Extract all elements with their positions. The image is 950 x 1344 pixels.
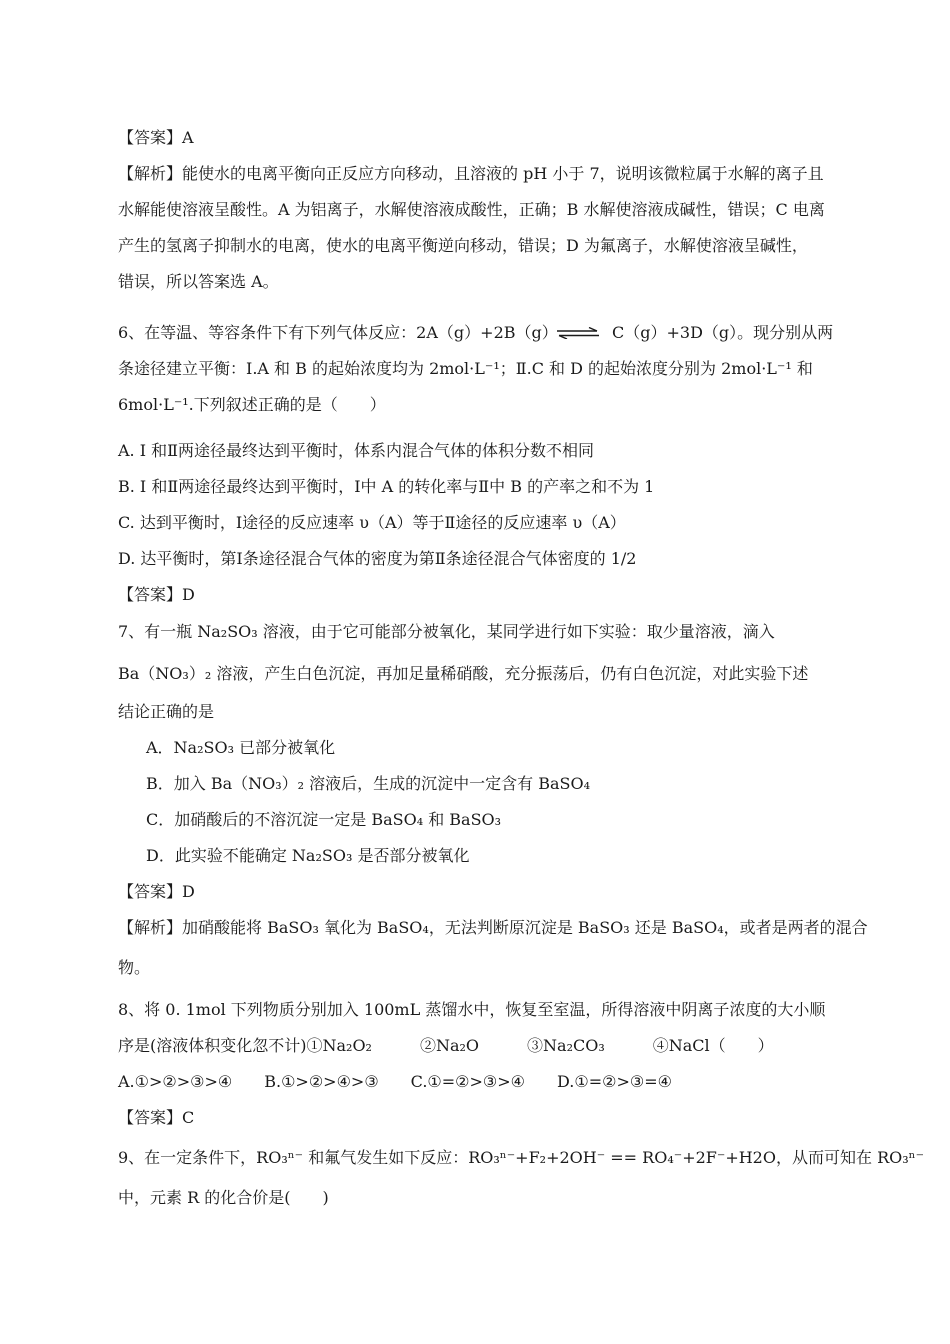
- option-b: B. Ⅰ 和Ⅱ两途径最终达到平衡时，Ⅰ中 A 的转化率与Ⅱ中 B 的产率之和不为 1: [118, 477, 655, 496]
- question-6-stem-cont: C（g）+3D（g）。现分别从两: [612, 323, 834, 342]
- analysis-line: 水解能使溶液呈酸性。A 为铝离子，水解使溶液成酸性，正确；B 水解使溶液成碱性，错误；C 电离: [118, 200, 825, 219]
- question-8-options: A.①>②>③>④ B.①>②>④>③ C.①=②>③>④ D.①=②>③=④: [118, 1072, 672, 1091]
- question-7-stem: Ba（NO₃）₂ 溶液，产生白色沉淀，再加足量稀硝酸，充分振荡后，仍有白色沉淀，对此实验下述: [118, 664, 809, 683]
- analysis-line: 产生的氢离子抑制水的电离，使水的电离平衡逆向移动，错误；D 为氟离子，水解使溶液呈碱性，: [118, 236, 808, 255]
- question-6-stem: 6、在等温、等容条件下有下列气体反应：2A（g）+2B（g）: [118, 323, 558, 342]
- answer-label: 【答案】D: [118, 585, 195, 604]
- question-9-stem: 9、在一定条件下，RO₃ⁿ⁻ 和氟气发生如下反应：RO₃ⁿ⁻+F₂+2OH⁻ == RO₄⁻+2F⁻+H2O，从而可知在 RO₃ⁿ⁻: [118, 1148, 925, 1167]
- option-d: D. 达平衡时，第Ⅰ条途径混合气体的密度为第Ⅱ条途径混合气体密度的 1/2: [118, 549, 637, 568]
- answer-label: 【答案】C: [118, 1108, 195, 1127]
- question-7-stem: 7、有一瓶 Na₂SO₃ 溶液，由于它可能部分被氧化，某同学进行如下实验：取少量溶液，滴入: [118, 622, 775, 641]
- option-a: A. Ⅰ 和Ⅱ两途径最终达到平衡时，体系内混合气体的体积分数不相同: [118, 441, 595, 460]
- equilibrium-arrow-icon: [555, 327, 601, 339]
- option-c: C．加硝酸后的不溶沉淀一定是 BaSO₄ 和 BaSO₃: [146, 810, 502, 829]
- question-6-stem: 6mol·L⁻¹.下列叙述正确的是（ ）: [118, 395, 386, 414]
- question-9-stem: 中，元素 R 的化合价是( ): [118, 1188, 329, 1207]
- question-8-stem: 8、将 0. 1mol 下列物质分别加入 100mL 蒸馏水中，恢复至室温，所得溶液中阴离子浓度的大小顺: [118, 1000, 826, 1019]
- analysis-line: 【解析】能使水的电离平衡向正反应方向移动，且溶液的 pH 小于 7，说明该微粒属于水解的离子且: [118, 164, 824, 183]
- option-c: C. 达到平衡时，Ⅰ途径的反应速率 υ（A）等于Ⅱ途径的反应速率 υ（A）: [118, 513, 626, 532]
- answer-label: 【答案】D: [118, 882, 195, 901]
- option-b: B．加入 Ba（NO₃）₂ 溶液后，生成的沉淀中一定含有 BaSO₄: [146, 774, 591, 793]
- question-7-stem: 结论正确的是: [118, 702, 215, 721]
- option-d: D．此实验不能确定 Na₂SO₃ 是否部分被氧化: [146, 846, 470, 865]
- question-8-stem: 序是(溶液体积变化忽不计)①Na₂O₂ ②Na₂O ③Na₂CO₃ ④NaCl（ ）: [118, 1036, 774, 1055]
- question-6-stem: 条途径建立平衡：Ⅰ.A 和 B 的起始浓度均为 2mol·L⁻¹；Ⅱ.C 和 D 的起始浓度分别为 2mol·L⁻¹ 和: [118, 359, 813, 378]
- analysis-line: 错误，所以答案选 A。: [118, 272, 279, 291]
- option-a: A．Na₂SO₃ 已部分被氧化: [146, 738, 336, 757]
- analysis-line: 物。: [118, 958, 151, 977]
- answer-label: 【答案】A: [118, 128, 194, 147]
- analysis-line: 【解析】加硝酸能将 BaSO₃ 氧化为 BaSO₄，无法判断原沉淀是 BaSO₃ 还是 BaSO₄，或者是两者的混合: [118, 918, 868, 937]
